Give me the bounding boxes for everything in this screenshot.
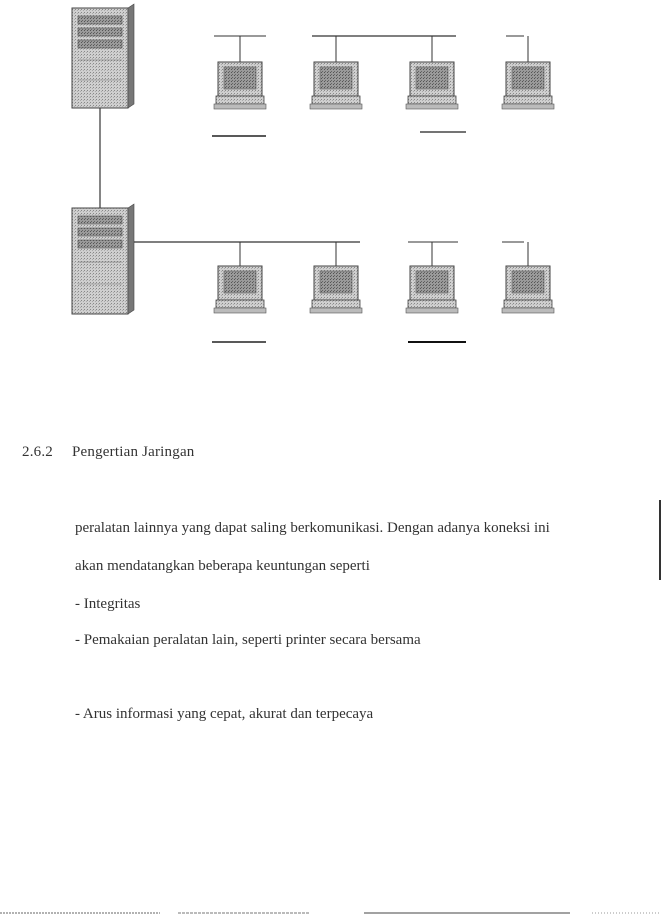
margin-rule: [659, 500, 661, 580]
section-heading: [22, 444, 195, 461]
list-item: - Integritas: [75, 596, 141, 612]
list-item: - Pemakaian peralatan lain, seperti printer secara bersama: [75, 632, 421, 648]
workstation-icon: [214, 36, 266, 109]
server-bottom-icon: [72, 204, 134, 314]
workstation-icon: [406, 242, 458, 313]
workstation-icon: [502, 242, 554, 313]
workstation-icon: [406, 36, 458, 109]
body-line: akan mendatangkan beberapa keuntungan seperti: [75, 558, 370, 574]
workstation-icon: [310, 242, 362, 313]
workstation-icon: [214, 242, 266, 313]
network-diagram: [0, 0, 665, 380]
footer-noise: [0, 910, 665, 916]
server-top-icon: [72, 4, 134, 108]
section-number: 2.6.2: [22, 444, 53, 460]
list-item: - Arus informasi yang cepat, akurat dan terpecaya: [75, 706, 374, 722]
workstation-icon: [502, 36, 554, 109]
section-title: Pengertian Jaringan: [72, 444, 195, 460]
body-line: peralatan lainnya yang dapat saling berkomunikasi. Dengan adanya koneksi ini: [75, 520, 550, 536]
workstation-icon: [310, 36, 362, 109]
